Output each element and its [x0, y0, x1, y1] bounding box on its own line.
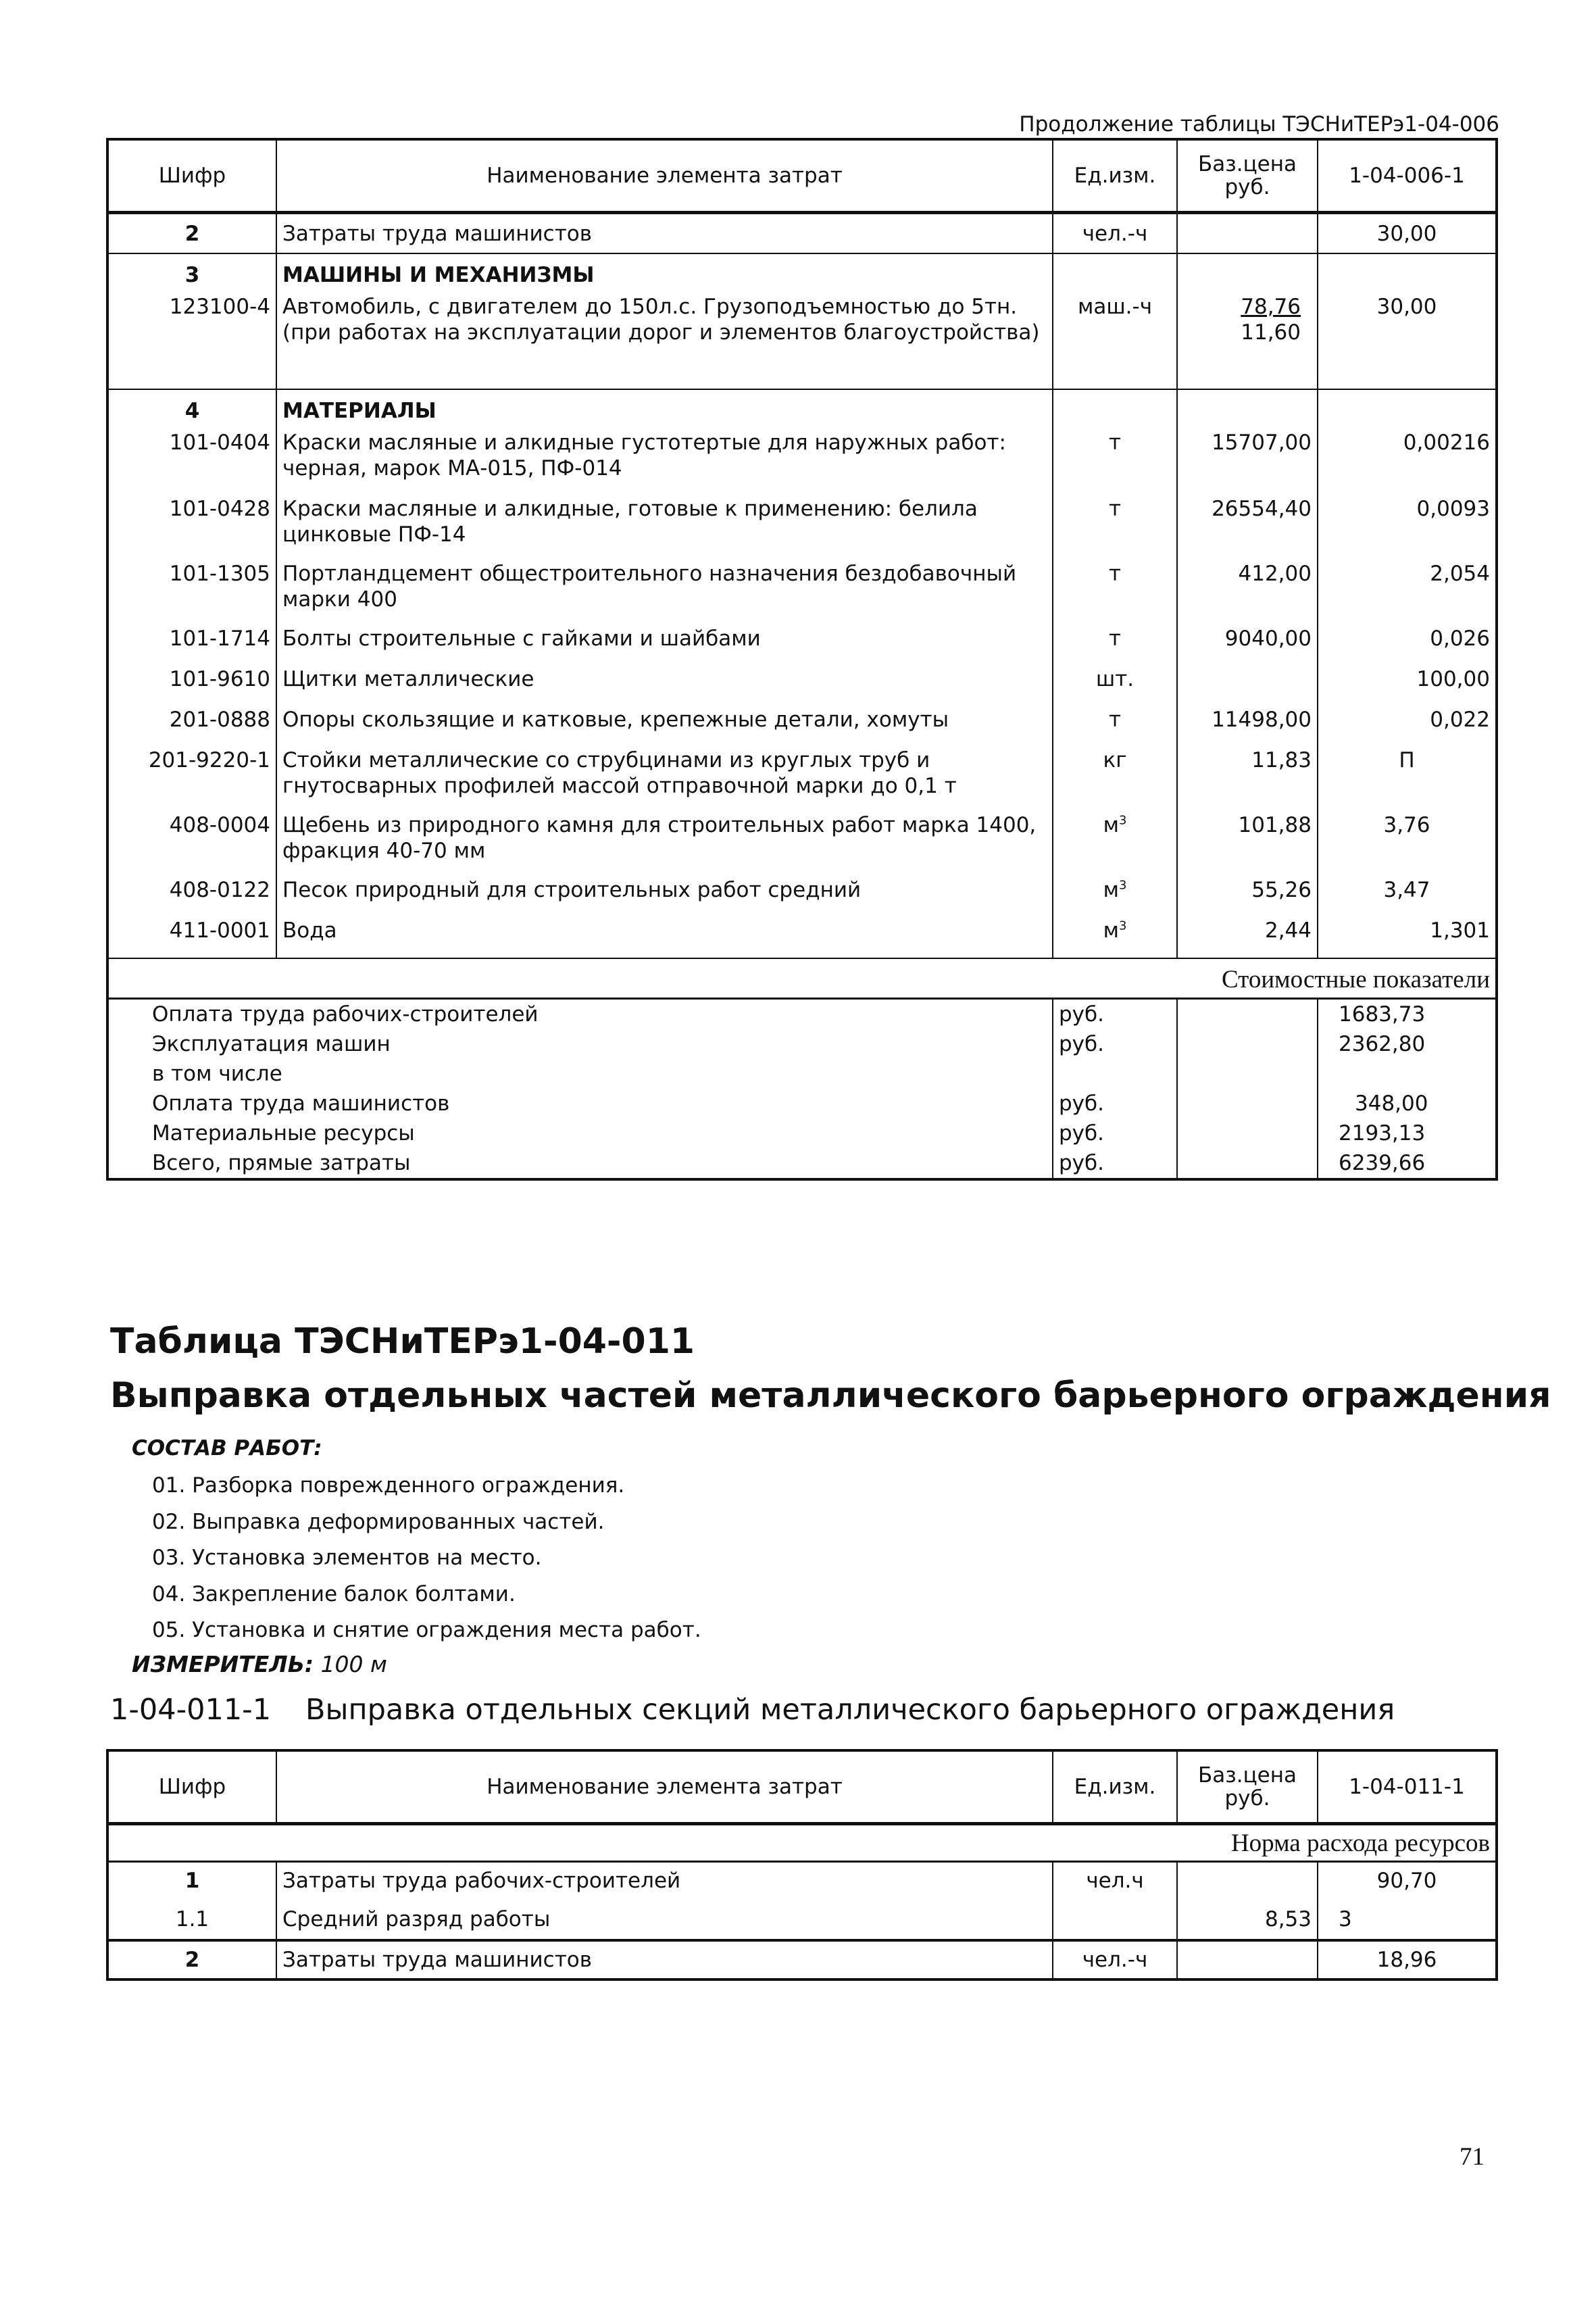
row-name: Щитки металлические: [276, 666, 1053, 707]
row-norm: 30,00: [1318, 294, 1497, 389]
table-row: [107, 1862, 1497, 1901]
cost-value: 1683,73: [1318, 999, 1497, 1030]
row-name: Средний разряд работы: [276, 1901, 1053, 1940]
col-header-price: Баз.цена руб.: [1177, 1750, 1318, 1824]
row-price: 15707,00: [1177, 430, 1318, 496]
col-header-name: Наименование элемента затрат: [276, 1750, 1053, 1824]
col-header-unit: Ед.изм.: [1053, 139, 1177, 213]
cost-value: 348,00: [1318, 1089, 1497, 1118]
table-row: [107, 1901, 1497, 1940]
col-header-code: Шифр: [107, 139, 276, 213]
row-unit: м: [1103, 877, 1119, 902]
row-unit: м: [1103, 918, 1119, 943]
row-unit: маш.-ч: [1053, 294, 1177, 389]
row-code: 3: [107, 253, 276, 294]
row-name: МАШИНЫ И МЕХАНИЗМЫ: [276, 253, 1053, 294]
page-number: 71: [1460, 2143, 1485, 2171]
row-unit: т: [1053, 707, 1177, 747]
row-code: 201-0888: [107, 707, 276, 747]
cost-row: [107, 1118, 1497, 1148]
row-price: 2,44: [1177, 918, 1318, 958]
cost-unit: руб.: [1053, 1089, 1177, 1118]
continuation-caption: Продолжение таблицы ТЭСНиТЕРэ1-04-006: [1019, 112, 1499, 137]
row-name: Затраты труда машинистов: [276, 1940, 1053, 1979]
row-name: МАТЕРИАЛЫ: [276, 389, 1053, 430]
table-row: [107, 430, 1497, 496]
cost-row: [107, 1029, 1497, 1059]
row-name: Краски масляные и алкидные, готовые к применению: белила цинковые ПФ-14: [276, 496, 1053, 561]
row-name: Щебень из природного камня для строительных работ марка 1400, фракция 40-70 мм: [276, 812, 1053, 877]
cost-indicators-heading: Стоимостные показатели: [107, 958, 1497, 999]
row-code: 2: [107, 1940, 276, 1979]
meter-value: 100 м: [320, 1651, 387, 1677]
row-price: 412,00: [1177, 561, 1318, 626]
row-price: 101,88: [1177, 812, 1318, 877]
row-unit: чел.-ч: [1053, 1940, 1177, 1979]
cost-unit: руб.: [1053, 1118, 1177, 1148]
row-unit: чел.ч: [1053, 1862, 1177, 1901]
operation-item: 04. Закрепление балок болтами.: [152, 1582, 516, 1606]
table-row: [107, 496, 1497, 561]
row-price: [1177, 213, 1318, 253]
row-code: 408-0004: [107, 812, 276, 877]
item-name: Выправка отдельных секций металлического барьерного ограждения: [305, 1693, 1395, 1727]
unit-superscript: 3: [1118, 813, 1127, 828]
row-norm: П: [1318, 747, 1497, 812]
cost-label: Оплата труда машинистов: [107, 1089, 1053, 1118]
operation-item: 05. Установка и снятие ограждения места работ.: [152, 1618, 701, 1642]
cost-label: Материальные ресурсы: [107, 1118, 1053, 1148]
row-norm: 0,0093: [1318, 496, 1497, 561]
cost-unit: руб.: [1053, 1148, 1177, 1179]
row-code: 2: [107, 213, 276, 253]
cost-value: 6239,66: [1318, 1148, 1497, 1179]
col-header-code: Шифр: [107, 1750, 276, 1824]
row-unit: кг: [1053, 747, 1177, 812]
row-unit: м: [1103, 812, 1119, 837]
cost-value: 2193,13: [1318, 1118, 1497, 1148]
operation-item: 02. Выправка деформированных частей.: [152, 1510, 605, 1534]
operation-item: 03. Установка элементов на место.: [152, 1546, 542, 1570]
row-unit: т: [1053, 496, 1177, 561]
table-row: [107, 626, 1497, 666]
row-unit: т: [1053, 561, 1177, 626]
row-norm: 3,76: [1318, 812, 1497, 877]
row-code: 411-0001: [107, 918, 276, 958]
cost-label: в том числе: [107, 1059, 1053, 1089]
col-header-norm: 1-04-006-1: [1318, 139, 1497, 213]
cost-row: [107, 1089, 1497, 1118]
col-header-price: Баз.цена руб.: [1177, 139, 1318, 213]
cost-row: [107, 999, 1497, 1030]
meter-label: ИЗМЕРИТЕЛЬ:: [132, 1651, 314, 1677]
row-name: Болты строительные с гайками и шайбами: [276, 626, 1053, 666]
cost-label: Всего, прямые затраты: [107, 1148, 1053, 1179]
row-code: 101-0404: [107, 430, 276, 496]
row-name: Песок природный для строительных работ средний: [276, 877, 1053, 918]
row-price-secondary: 11,60: [1241, 320, 1301, 345]
row-unit: шт.: [1053, 666, 1177, 707]
cost-unit: руб.: [1053, 1029, 1177, 1059]
table-subtitle: Выправка отдельных частей металлического барьерного ограждения: [110, 1375, 1551, 1416]
cost-unit: руб.: [1053, 999, 1177, 1030]
cost-row: [107, 1148, 1497, 1179]
row-price: 78,76: [1241, 294, 1301, 319]
unit-superscript: 3: [1118, 918, 1127, 933]
row-name: Затраты труда рабочих-строителей: [276, 1862, 1053, 1901]
row-code: 201-9220-1: [107, 747, 276, 812]
col-header-name: Наименование элемента затрат: [276, 139, 1053, 213]
row-unit: т: [1053, 626, 1177, 666]
table-row: [107, 747, 1497, 812]
operation-item: 01. Разборка поврежденного ограждения.: [152, 1473, 625, 1498]
table-row: [107, 213, 1497, 253]
row-norm: 2,054: [1318, 561, 1497, 626]
row-price: 11,83: [1177, 747, 1318, 812]
row-name: Вода: [276, 918, 1053, 958]
row-code: 4: [107, 389, 276, 430]
row-code: 123100-4: [107, 294, 276, 389]
row-code: 101-0428: [107, 496, 276, 561]
row-norm: 30,00: [1318, 213, 1497, 253]
row-price: 55,26: [1177, 877, 1318, 918]
row-name: Краски масляные и алкидные густотертые для наружных работ: черная, марок МА-015, ПФ-014: [276, 430, 1053, 496]
table-row: [107, 707, 1497, 747]
unit-superscript: 3: [1118, 878, 1127, 893]
row-price: 26554,40: [1177, 496, 1318, 561]
row-code: 408-0122: [107, 877, 276, 918]
resource-table-011: [106, 1749, 1498, 1981]
table-row: [107, 666, 1497, 707]
col-header-unit: Ед.изм.: [1053, 1750, 1177, 1824]
item-code: 1-04-011-1: [110, 1693, 272, 1727]
composition-label: СОСТАВ РАБОТ:: [132, 1436, 322, 1460]
cost-label: Эксплуатация машин: [107, 1029, 1053, 1059]
table-row: [107, 294, 1497, 389]
row-code: 101-1305: [107, 561, 276, 626]
row-name: Стойки металлические со струбцинами из круглых труб и гнутосварных профилей массой отправочной марки до 0,1 т: [276, 747, 1053, 812]
cost-value: 2362,80: [1318, 1029, 1497, 1059]
row-code: 1: [107, 1862, 276, 1901]
row-price: 11498,00: [1177, 707, 1318, 747]
row-norm: 0,022: [1318, 707, 1497, 747]
row-norm: 18,96: [1318, 1940, 1497, 1979]
row-norm: 90,70: [1318, 1862, 1497, 1901]
col-header-norm: 1-04-011-1: [1318, 1750, 1497, 1824]
row-code: 101-9610: [107, 666, 276, 707]
table-row: [107, 1940, 1497, 1979]
row-name: Автомобиль, с двигателем до 150л.с. Грузоподъемностью до 5тн. (при работах на эксплуатации дорог и элементов благоустройства): [276, 294, 1053, 389]
norm-heading: Норма расхода ресурсов: [107, 1824, 1497, 1862]
row-unit: чел.-ч: [1053, 213, 1177, 253]
table-row: [107, 812, 1497, 877]
row-norm: 1,301: [1318, 918, 1497, 958]
row-norm: 3,47: [1318, 877, 1497, 918]
row-name: Портландцемент общестроительного назначения бездобавочный марки 400: [276, 561, 1053, 626]
row-price: 9040,00: [1177, 626, 1318, 666]
row-name: Затраты труда машинистов: [276, 213, 1053, 253]
row-unit: т: [1053, 430, 1177, 496]
row-norm: 3: [1318, 1901, 1497, 1940]
table-row: [107, 389, 1497, 430]
row-norm: 0,00216: [1318, 430, 1497, 496]
row-name: Опоры скользящие и катковые, крепежные детали, хомуты: [276, 707, 1053, 747]
cost-label: Оплата труда рабочих-строителей: [107, 999, 1053, 1030]
row-code: 1.1: [107, 1901, 276, 1940]
table-row: [107, 918, 1497, 958]
resource-table-006: [106, 138, 1498, 1181]
table-row: [107, 877, 1497, 918]
cost-row: [107, 1059, 1497, 1089]
row-norm: 100,00: [1318, 666, 1497, 707]
row-price: 8,53: [1177, 1901, 1318, 1940]
table-row: [107, 561, 1497, 626]
row-norm: 0,026: [1318, 626, 1497, 666]
row-code: 101-1714: [107, 626, 276, 666]
table-row: [107, 253, 1497, 294]
table-title: Таблица ТЭСНиТЕРэ1-04-011: [110, 1321, 695, 1362]
